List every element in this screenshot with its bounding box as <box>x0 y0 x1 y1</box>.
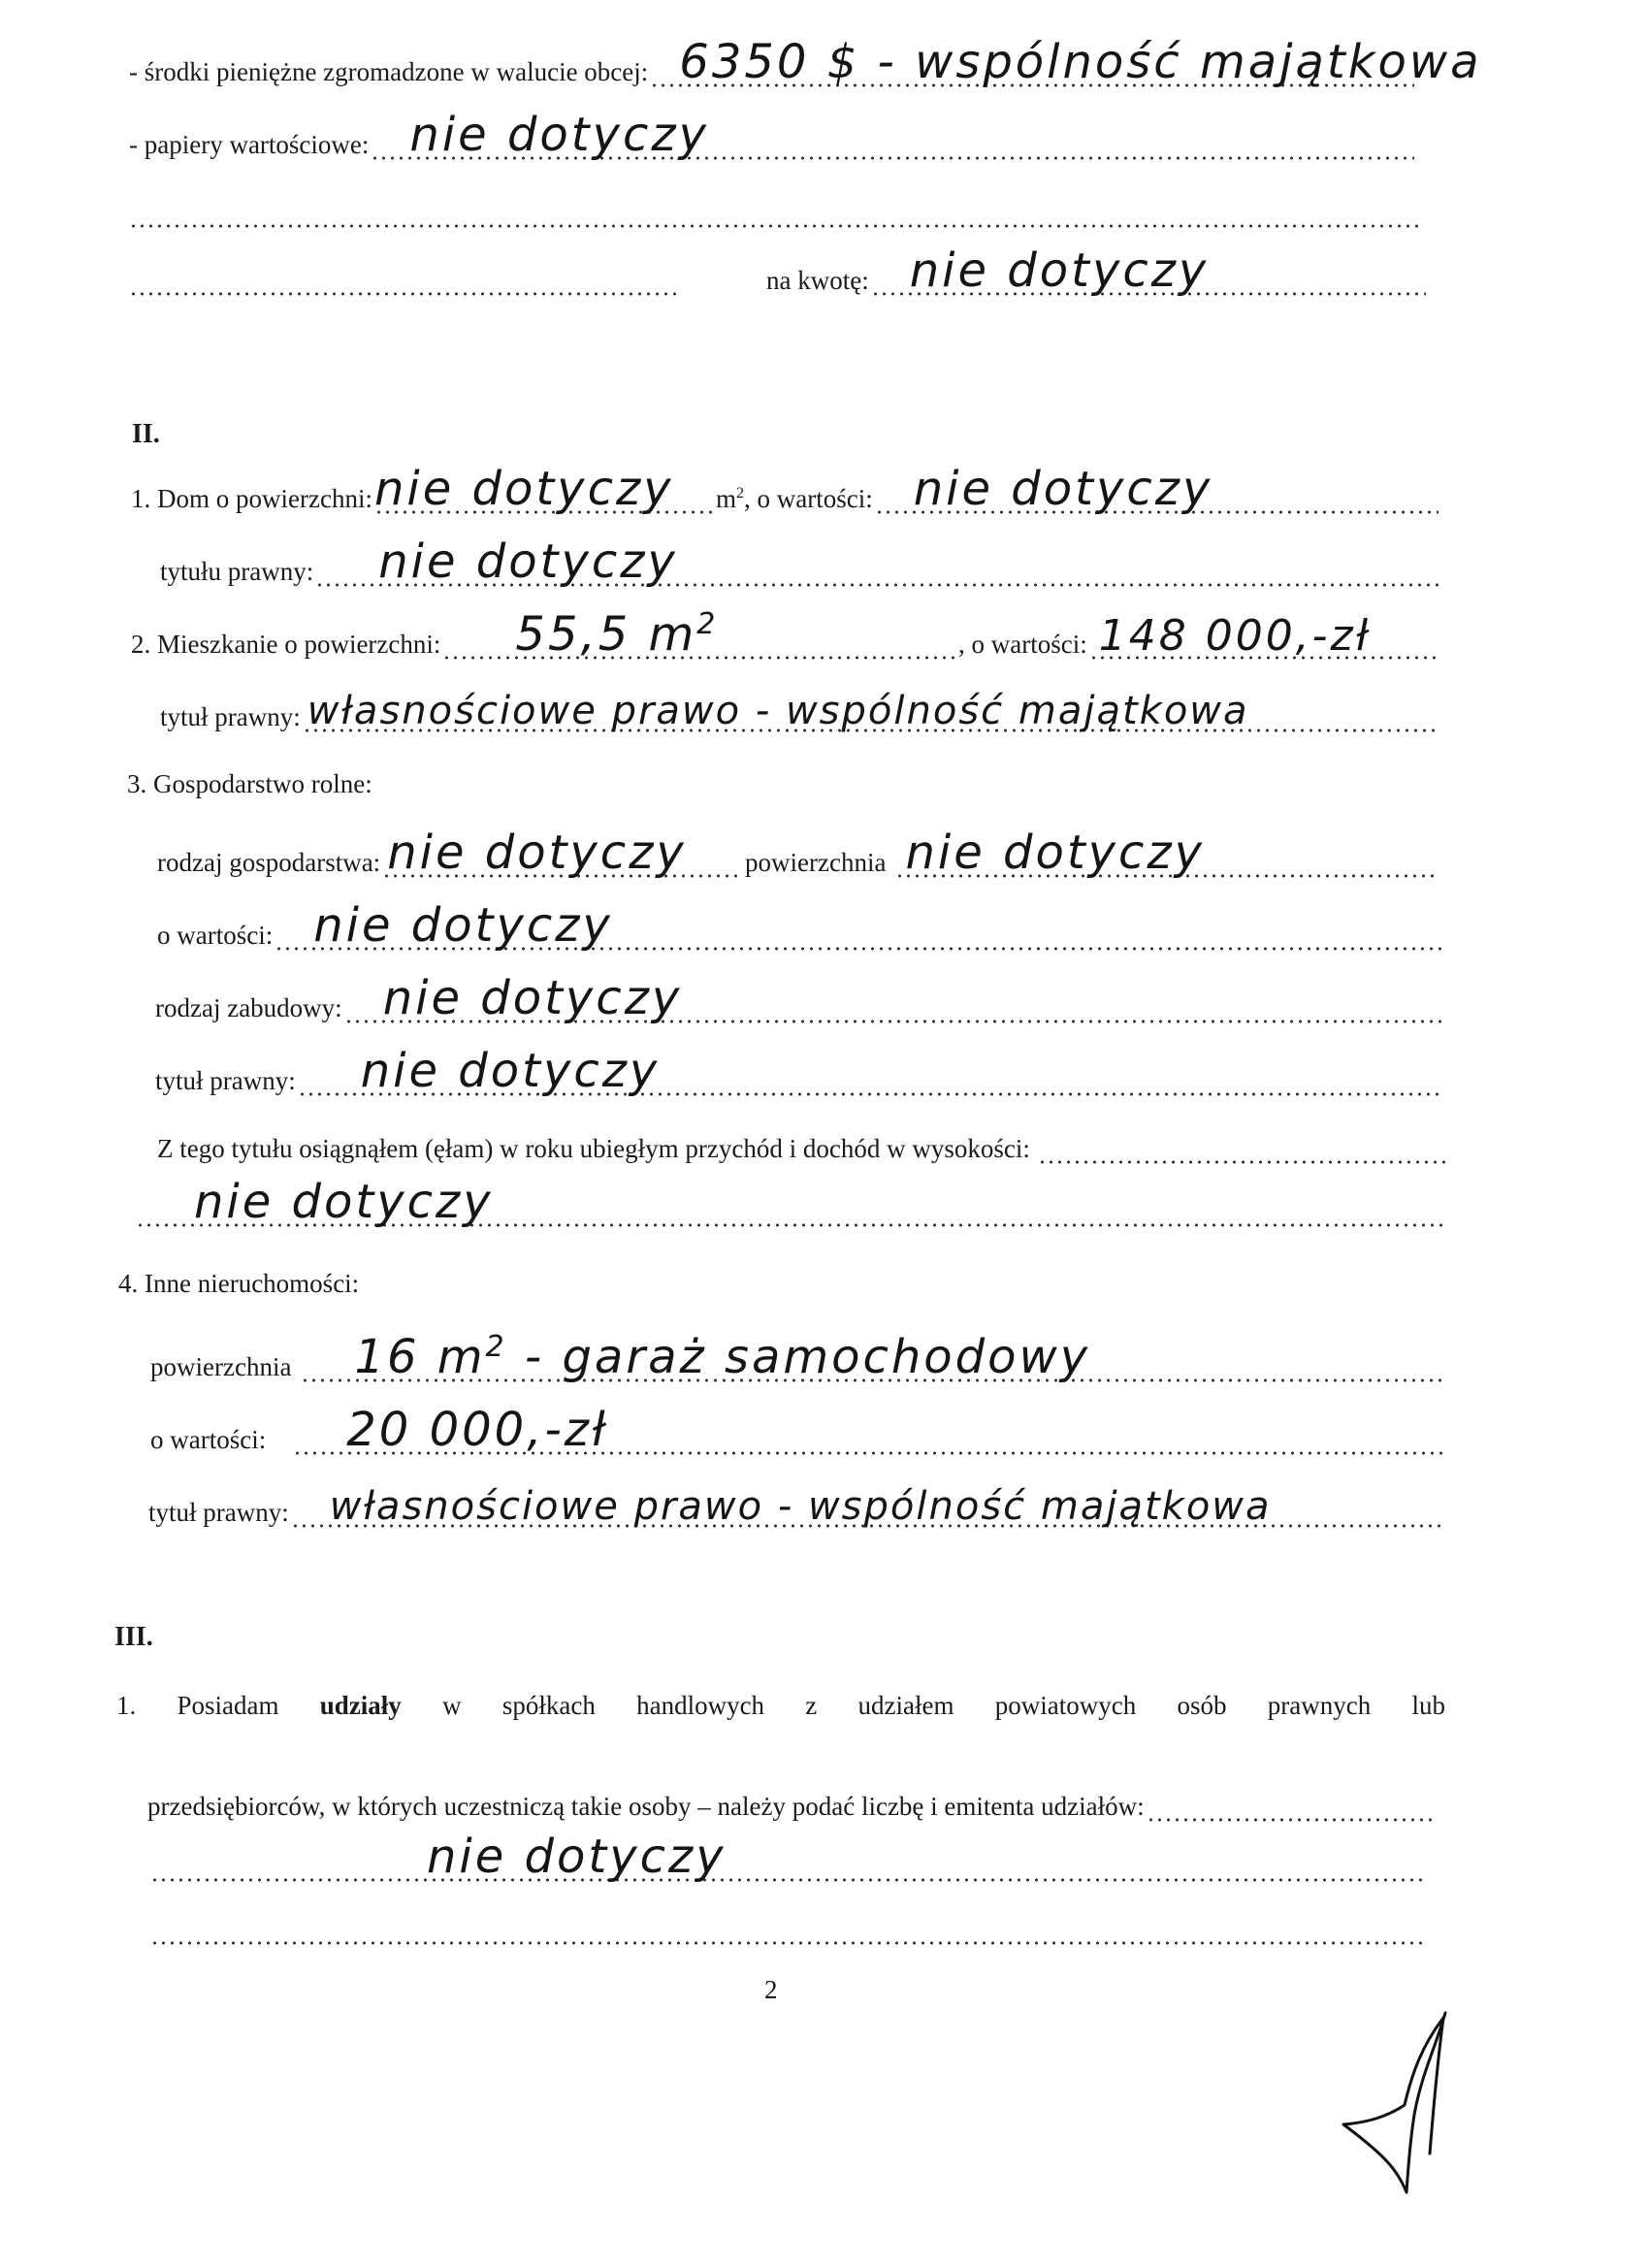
other-title-field <box>291 1470 1442 1528</box>
other-area-row <box>150 1324 1442 1382</box>
other-value: 20 000,-zł <box>346 1403 608 1457</box>
apartment-title-label: tytuł prawny: <box>160 702 301 731</box>
shares-line-2-text: przedsiębiorców, w których uczestniczą takie osoby – należy podać liczbę i emitenta udziałów: <box>147 1792 1145 1821</box>
farm-value-row <box>157 892 1442 951</box>
farm-value: nie dotyczy <box>313 898 613 953</box>
securities-value: nie dotyczy <box>409 108 710 162</box>
other-value-field <box>293 1397 1442 1455</box>
farm-title-label: tytuł prawny: <box>155 1066 296 1095</box>
page-number: 2 <box>764 1975 778 2004</box>
farm-area-field <box>895 820 1434 878</box>
amount-label: na kwotę: <box>766 266 869 295</box>
farm-income-value: nie dotyczy <box>194 1175 494 1229</box>
farm-building-row <box>155 965 1442 1023</box>
farm-area-value: nie dotyczy <box>905 826 1206 880</box>
securities-label: - papiery wartościowe: <box>129 130 370 159</box>
other-title-label: tytuł prawny: <box>148 1498 289 1527</box>
house-unit: $m^2$, o wartości: <box>716 484 873 513</box>
farm-income-value-field <box>136 1169 1447 1227</box>
house-area-value: nie dotyczy <box>373 462 674 516</box>
house-area-field <box>374 456 713 514</box>
house-title-label: tytułu prawny: <box>160 557 314 586</box>
farm-value-field <box>275 892 1442 951</box>
amount-value: nie dotyczy <box>909 243 1210 298</box>
apartment-area-row <box>131 601 955 660</box>
apartment-area-value: 55,5 $m^2$ <box>515 607 719 662</box>
shares-value-row <box>150 1824 1426 1882</box>
securities-extra-field <box>129 170 1424 228</box>
other-value-row <box>150 1397 1442 1455</box>
amount-field <box>871 238 1426 296</box>
house-label: 1. Dom o powierzchni: <box>131 484 372 513</box>
farm-title-field <box>298 1038 1442 1096</box>
house-title-value: nie dotyczy <box>378 535 678 589</box>
shares-line-2 <box>147 1764 1433 1822</box>
other-area-field <box>301 1324 1442 1382</box>
farm-label: 3. Gospodarstwo rolne: <box>127 769 372 798</box>
foreign-currency-field <box>650 29 1482 89</box>
farm-income-field <box>1038 1106 1447 1164</box>
house-area-row <box>131 456 713 514</box>
apartment-title-field <box>303 674 1439 732</box>
securities-blank-field <box>129 238 682 296</box>
apartment-value-label: , o wartości: <box>958 630 1087 659</box>
securities-amount-blank-row <box>129 238 682 296</box>
foreign-currency-row <box>129 29 1482 89</box>
house-value-field <box>875 456 1439 514</box>
house-title-field <box>315 529 1439 587</box>
farm-type-field <box>382 820 739 878</box>
farm-value-label: o wartości: <box>157 921 274 950</box>
farm-income-value-row <box>136 1169 1447 1227</box>
other-value-label: o wartości: <box>150 1425 267 1454</box>
farm-building-value: nie dotyczy <box>382 971 683 1025</box>
apartment-title-value: własnościowe prawo - wspólność majątkowa <box>307 689 1249 733</box>
farm-area-row <box>745 820 1434 878</box>
farm-area-label: powierzchnia <box>745 848 887 877</box>
apartment-value: 148 000,-zł <box>1098 611 1372 661</box>
farm-type-row <box>157 820 739 878</box>
apartment-value-field <box>1089 601 1439 660</box>
farm-building-label: rodzaj zabudowy: <box>155 993 342 1022</box>
farm-title-row <box>155 1038 1442 1096</box>
farm-income-label: Z tego tytułu osiągnąłem (ęłam) w roku ubiegłym przychód i dochód w wysokości: <box>157 1134 1030 1163</box>
apartment-area-field <box>442 601 955 660</box>
other-title-value: własnościowe prawo - wspólność majątkowa <box>329 1484 1272 1529</box>
apartment-value-row <box>958 601 1439 660</box>
shares-extra-field <box>150 1887 1426 1945</box>
securities-row <box>129 102 1414 160</box>
securities-extra-row <box>129 170 1424 228</box>
apartment-title-row <box>160 674 1439 732</box>
foreign-currency-label: - środki pieniężne zgromadzone w walucie obcej: <box>129 57 649 86</box>
shares-line-1: 1. Posiadam udziały w spółkach handlowych z udziałem powiatowych osób prawnych lub <box>116 1691 1445 1720</box>
section-iii-heading: III. <box>114 1622 153 1652</box>
shares-line-2-field <box>1147 1764 1433 1822</box>
apartment-label: 2. Mieszkanie o powierzchni: <box>131 630 441 659</box>
farm-type-value: nie dotyczy <box>387 826 687 880</box>
securities-amount-row <box>766 238 1426 296</box>
shares-extra-row <box>150 1887 1426 1945</box>
other-property-label: 4. Inne nieruchomości: <box>118 1269 360 1298</box>
other-title-row <box>148 1470 1442 1528</box>
shares-value-field <box>150 1824 1426 1882</box>
farm-type-label: rodzaj gospodarstwa: <box>157 848 381 877</box>
house-value: nie dotyczy <box>913 462 1213 516</box>
foreign-currency-value: 6350 $ - wspólność majątkowa <box>679 35 1482 89</box>
farm-income-row <box>157 1106 1447 1164</box>
farm-building-field <box>344 965 1442 1023</box>
securities-field <box>371 102 1414 160</box>
shares-value: nie dotyczy <box>427 1830 727 1884</box>
signature-icon <box>1329 2008 1484 2202</box>
shares-bold: udziały <box>319 1691 402 1720</box>
other-area-value: 16 $m^2$ - garaż samochodowy <box>354 1330 1091 1384</box>
farm-title-value: nie dotyczy <box>360 1044 661 1098</box>
section-ii-heading: II. <box>132 419 160 449</box>
house-title-row <box>160 529 1439 587</box>
house-value-row <box>716 456 1439 514</box>
other-area-label: powierzchnia <box>150 1352 292 1381</box>
